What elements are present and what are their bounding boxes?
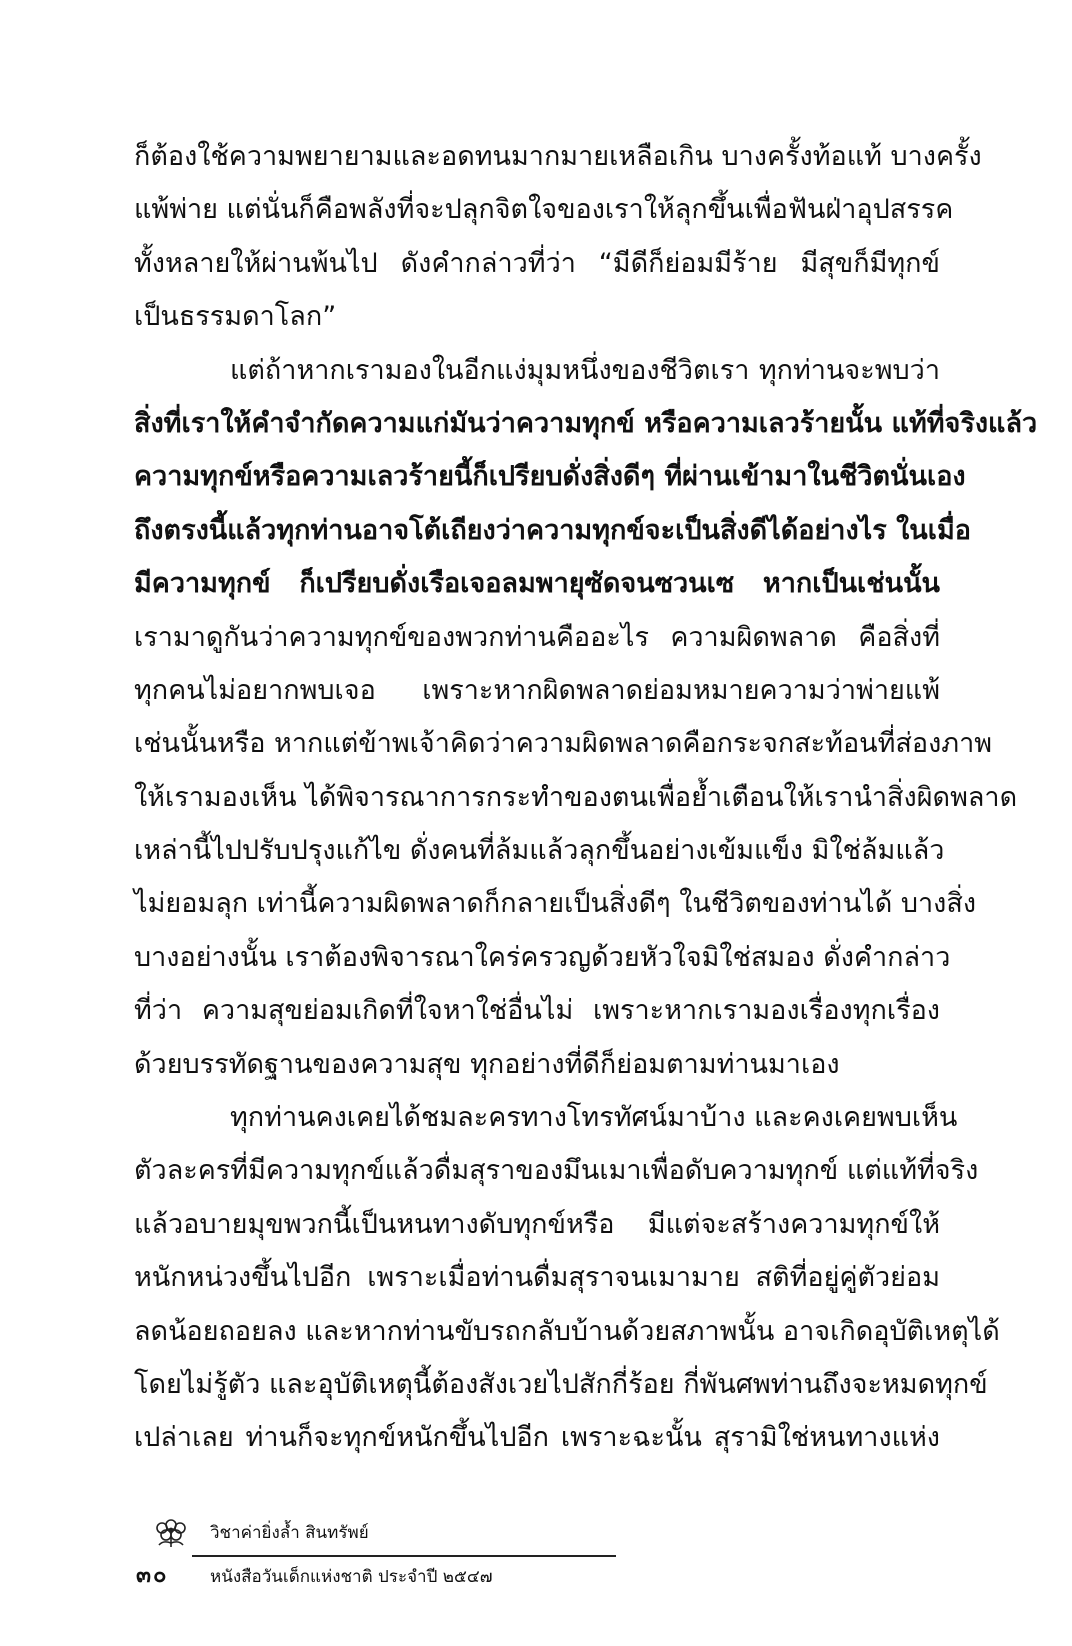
paragraph-line: มีความทุกข์ ก็เปรียบดั่งเรือเจอลมพายุซัดจนซวนเซ หากเป็นเช่นนั้น: [134, 568, 940, 600]
paragraph-line: ที่ว่า ความสุขย่อมเกิดที่ใจหาใช่อื่นไม่ เพราะหากเรามองเรื่องทุกเรื่อง: [134, 995, 940, 1027]
paragraph-line: โดยไม่รู้ตัว และอุบัติเหตุนี้ต้องสังเวยไปสักกี่ร้อย กี่พันศพท่านถึงจะหมดทุกข์: [134, 1368, 988, 1400]
paragraph-line: ทั้งหลายให้ผ่านพ้นไป ดังคำกล่าวที่ว่า “มีดีก็ย่อมมีร้าย มีสุขก็มีทุกข์: [134, 247, 940, 279]
paragraph-line: เหล่านี้ไปปรับปรุงแก้ไข ดั่งคนที่ล้มแล้วลุกขึ้นอย่างเข้มแข็ง มิใช่ล้มแล้ว: [134, 835, 945, 867]
page-footer: [136, 1518, 956, 1598]
paragraph-line: ตัวละครที่มีความทุกข์แล้วดื่มสุราของมึนเมาเพื่อดับความทุกข์ แต่แท้ที่จริง: [134, 1155, 979, 1187]
paragraph-line: แล้วอบายมุขพวกนี้เป็นหนทางดับทุกข์หรือ มีแต่จะสร้างความทุกข์ให้: [134, 1208, 940, 1240]
flower-logo-icon: [152, 1518, 190, 1548]
paragraph-line: เปล่าเลย ท่านก็จะทุกข์หนักขึ้นไปอีก เพราะฉะนั้น สุรามิใช่หนทางแห่ง: [134, 1422, 940, 1454]
paragraph-line: บางอย่างนั้น เราต้องพิจารณาใคร่ครวญด้วยหัวใจมิใช่สมอง ดั่งคำกล่าว: [134, 941, 951, 973]
paragraph-line: แต่ถ้าหากเรามองในอีกแง่มุมหนึ่งของชีวิตเรา ทุกท่านจะพบว่า: [230, 354, 940, 386]
paragraph-line: สิ่งที่เราให้คำจำกัดความแก่มันว่าความทุกข์ หรือความเลวร้ายนั้น แท้ที่จริงแล้ว: [134, 407, 1038, 439]
paragraph-line: เป็นธรรมดาโลก”: [134, 301, 337, 333]
footer-subtitle: หนังสือวันเด็กแห่งชาติ ประจำปี ๒๕๔๗: [210, 1567, 493, 1587]
body-text: [134, 130, 1038, 1465]
paragraph-line: ด้วยบรรทัดฐานของความสุข ทุกอย่างที่ดีก็ย่อมตามท่านมาเอง: [134, 1048, 840, 1080]
page-number: ๓๐: [136, 1563, 169, 1588]
paragraph-line: เรามาดูกันว่าความทุกข์ของพวกท่านคืออะไร ความผิดพลาด คือสิ่งที่: [134, 621, 940, 653]
paragraph-line: ก็ต้องใช้ความพยายามและอดทนมากมายเหลือเกิน บางครั้งท้อแท้ บางครั้ง: [134, 141, 982, 172]
footer-title: วิชาค่ายิ่งล้ำ สินทรัพย์: [210, 1523, 369, 1543]
paragraph-line: แพ้พ่าย แต่นั่นก็คือพลังที่จะปลุกจิตใจของเราให้ลุกขึ้นเพื่อฟันฝ่าอุปสรรค: [134, 194, 954, 226]
paragraph-line: ให้เรามองเห็น ได้พิจารณาการกระทำของตนเพื่อย้ำเตือนให้เรานำสิ่งผิดพลาด: [134, 781, 1018, 813]
paragraph-line: ทุกคนไม่อยากพบเจอ เพราะหากผิดพลาดย่อมหมายความว่าพ่ายแพ้: [134, 674, 940, 706]
paragraph-line: หนักหน่วงขึ้นไปอีก เพราะเมื่อท่านดื่มสุราจนเมามาย สติที่อยู่คู่ตัวย่อม: [134, 1262, 940, 1294]
paragraph-line: ถึงตรงนี้แล้วทุกท่านอาจโต้เถียงว่าความทุกข์จะเป็นสิ่งดีได้อย่างไร ในเมื่อ: [134, 514, 971, 546]
footer-divider: [192, 1555, 616, 1557]
paragraph-line: เช่นนั้นหรือ หากแต่ข้าพเจ้าคิดว่าความผิดพลาดคือกระจกสะท้อนที่ส่องภาพ: [134, 728, 993, 760]
paragraph-line: ไม่ยอมลุก เท่านี้ความผิดพลาดก็กลายเป็นสิ่งดีๆ ในชีวิตของท่านได้ บางสิ่ง: [134, 888, 977, 920]
paragraph-line: ความทุกข์หรือความเลวร้ายนี้ก็เปรียบดั่งสิ่งดีๆ ที่ผ่านเข้ามาในชีวิตนั่นเอง: [134, 461, 966, 493]
paragraph-line: ลดน้อยถอยลง และหากท่านขับรถกลับบ้านด้วยสภาพนั้น อาจเกิดอุบัติเหตุได้: [134, 1315, 1000, 1347]
paragraph-line: ทุกท่านคงเคยได้ชมละครทางโทรทัศน์มาบ้าง และคงเคยพบเห็น: [230, 1102, 958, 1134]
